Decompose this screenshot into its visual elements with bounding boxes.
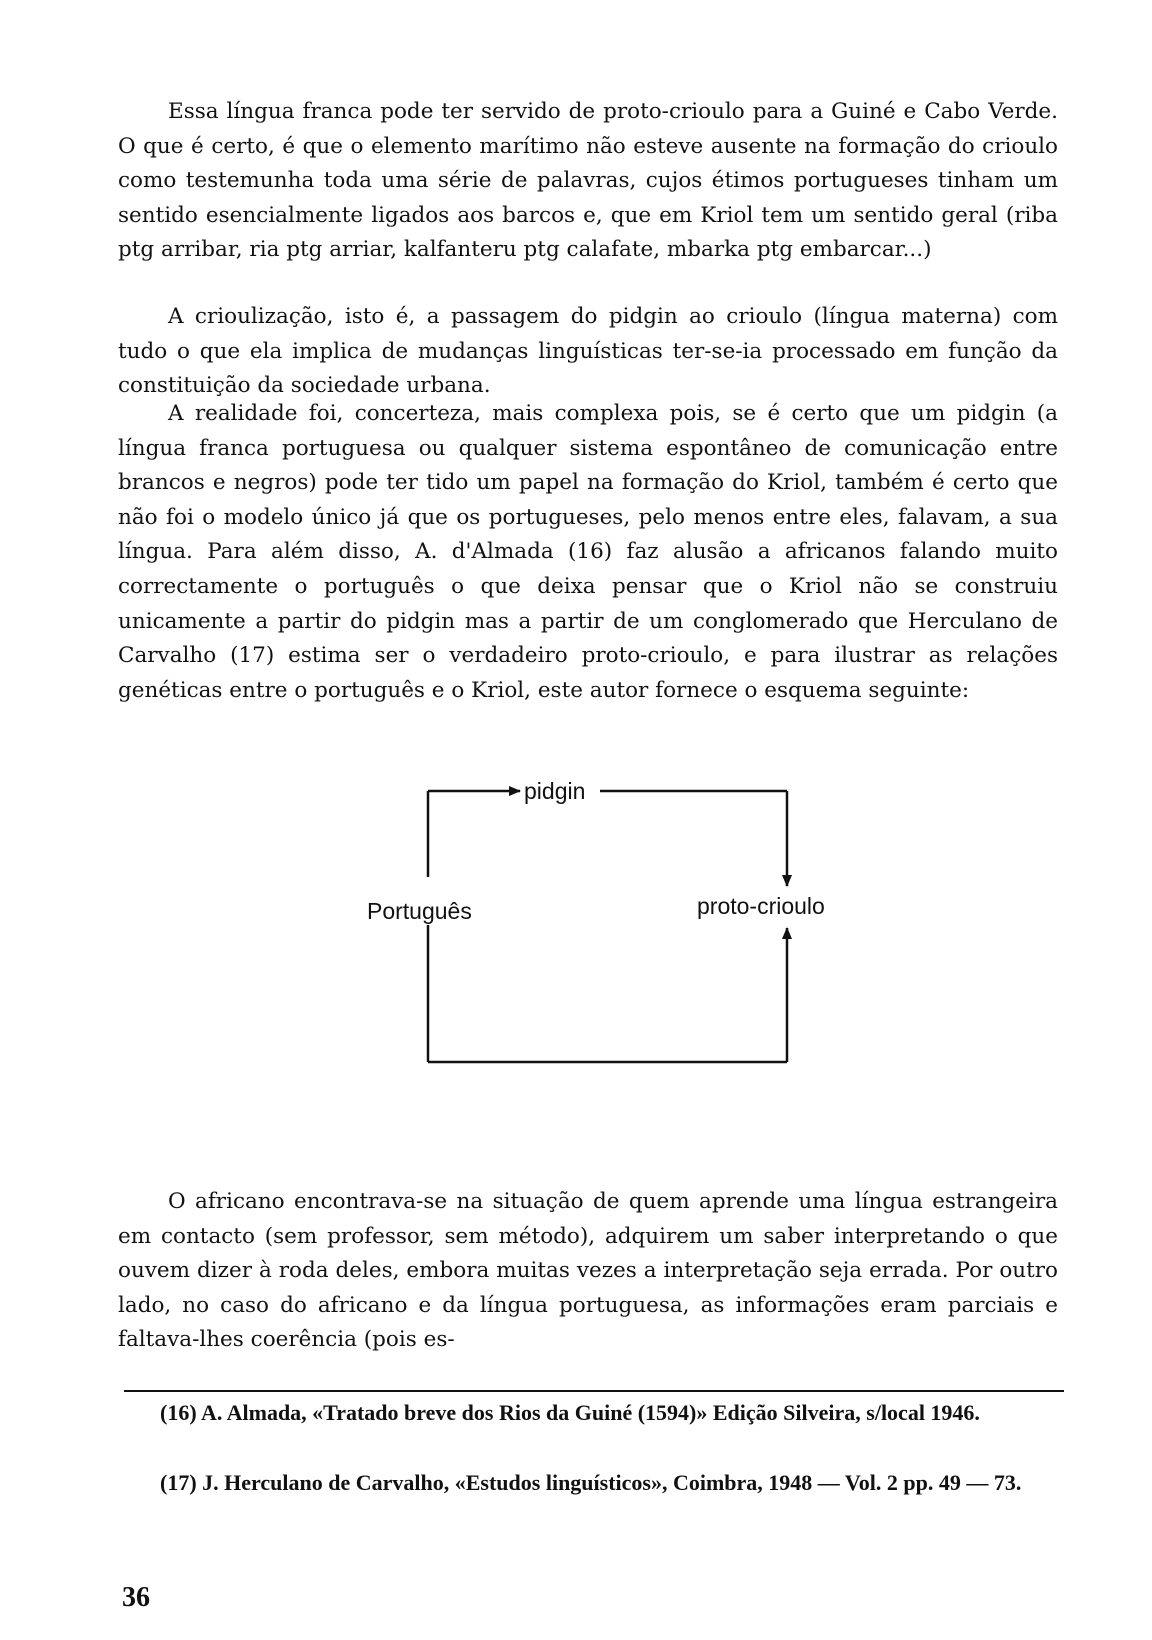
paragraph-4-text: O africano encontrava-se na situação de quem aprende uma língua estrangeira em contacto (sem professor, sem método), adquirem um saber interpretando o que ouvem dizer à roda deles, embora muitas vezes a interpretação seja errada. Por outro lado, no caso do africano e da língua portuguesa, as informações eram parciais e faltava-lhes coerência (pois es- (118, 1189, 1058, 1353)
paragraph-1-text: Essa língua franca pode ter servido de proto-crioulo para a Guiné e Cabo Verde. O que é certo, é que o elemento marítimo não esteve ausente na formação do crioulo como testemunha toda uma série de palavras, cujos étimos portugueses tinham um sentido esencialmente ligados aos barcos e, que em Kriol tem um sentido geral (riba ptg arribar, ria ptg arriar, kalfanteru ptg calafate, mbarka ptg embarcar...) (118, 99, 1058, 263)
footnote-17 (110, 1466, 1075, 1500)
diagram-label-proto-crioulo: proto-crioulo (697, 893, 825, 919)
paragraph-1 (118, 95, 1058, 268)
paragraph-3 (118, 397, 1058, 708)
paragraph-2-text: A crioulização, isto é, a passagem do pidgin ao crioulo (língua materna) com tudo o que ela implica de mudanças linguísticas ter-se-ia processado em função da constituição da sociedade urbana. (118, 304, 1058, 399)
page-number: 36 (122, 1582, 150, 1613)
footnote-17-text: (17) J. Herculano de Carvalho, «Estudos linguísticos», Coimbra, 1948 — Vol. 2 pp. 49 — 73. (160, 1470, 1022, 1495)
footnote-16-text: (16) A. Almada, «Tratado breve dos Rios da Guiné (1594)» Edição Silveira, s/local 1946. (160, 1400, 980, 1425)
paragraph-3-text: A realidade foi, concerteza, mais complexa pois, se é certo que um pidgin (a língua franca portuguesa ou qualquer sistema espontâneo de comunicação entre brancos e negros) pode ter tido um papel na formação do Kriol, também é certo que não foi o modelo único já que os portugueses, pelo menos entre eles, falavam, a sua língua. Para além disso, A. d'Almada (16) faz alusão a africanos falando muito correctamente o português o que deixa pensar que o Kriol não se construiu unicamente a partir do pidgin mas a partir de um conglomerado que Herculano de Carvalho (17) estima ser o verdadeiro proto-crioulo, e para ilustrar as relações genéticas entre o português e o Kriol, este autor fornece o esquema seguinte: (118, 401, 1058, 703)
diagram-label-pidgin: pidgin (524, 778, 586, 804)
footnote-16 (110, 1396, 1075, 1430)
paragraph-2 (118, 300, 1058, 404)
paragraph-4 (118, 1185, 1058, 1358)
footnote-divider (124, 1390, 1064, 1392)
diagram-label-portugues: Português (367, 898, 472, 924)
